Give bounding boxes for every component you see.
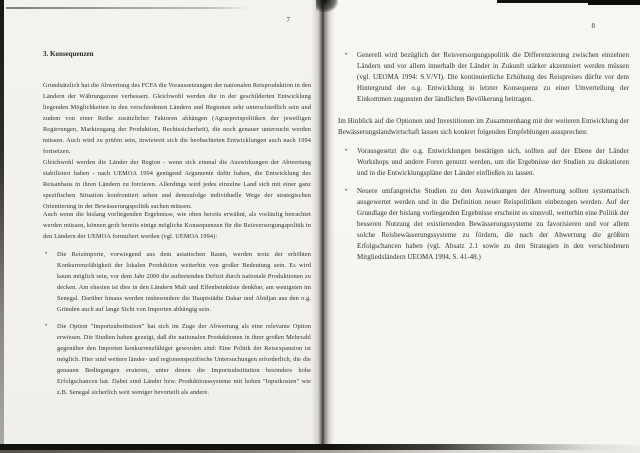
paragraph-region-arguments: Gleichwohl werden die Länder der Region - wenn sich einmal die Auswirkungen der Abwertung stabilisiert haben - nach UEMOA 1994 genügend Argumente dafür haben, die Entwicklung des Reisanbaus in ihren Ländern zu forcieren. Allerdings wird jedes einzelne Land sich mit einer ganz spezifischen Situation konfrontiert sehen und demzufolge individuelle Wege der strategischen Orientierung in der Bewässerungspolitik suchen müssen. <box>43 159 311 210</box>
bullet-item-differentiation <box>345 50 629 105</box>
scan-edge-top-left-line <box>6 7 248 9</box>
scan-edge-left <box>0 0 4 453</box>
section-heading: 3. Konsequenzen <box>43 50 94 58</box>
bullet-marker-icon: • <box>345 148 348 154</box>
bullet-item-rice-imports <box>45 249 311 315</box>
scan-edge-top-right-corner <box>588 0 640 5</box>
book-spine-top-shadow <box>316 0 338 12</box>
bullet-text: Neuere umfangreiche Studien zu den Auswirkungen der Abwertung sollten systematisch ausgewertet werden und in die Definition neuer Reispolitiken einbezogen werden. Auf der Grundlage der bislang vorliegenden Ergebnisse erscheint es sinnvoll, weiterhin eine Politik der besseren Nutzung der existierenden Bewässerungssysteme zu favorisieren und vor allem solche Reisbewässerungssysteme zu fördern, die nach der Abwertung die größten Erfolgschancen haben (vgl. Absatz 2.1 sowie zu den Strategien in den verschiedenen Mitgliedsländern UEOMA 1994, S. 41-48.) <box>357 187 629 261</box>
bullet-item-new-studies <box>345 186 629 263</box>
book-spine-shadow <box>311 0 335 453</box>
left-page-number: 7 <box>286 16 290 24</box>
bullet-text: Die Option "Importsubstitution" hat sich im Zuge der Abwertung als eine relevante Option erwiesen. Die Studien haben gezeigt, daß die nationalen Produktionen in ihrer großen Mehrzahl gegenüber den Importen konkurrenzfähiger geworden sind: Eine Politik der Reisexpansion ist möglich. Hier sind weitere länder- und regionenspezifische Untersuchungen erforderlich, die die genauen Bedingungen eruieren, unter denen die Importsubstitution besonders hohe Erfolgschancen hat. Dabei sind Länder bzw. Produktionssysteme mit hohen "Inputkosten" wie z.B. Senegal sicherlich weit weniger bevorteilt als andere. <box>57 323 311 396</box>
bullet-text: Die Reisimporte, vorwiegend aus dem asiatischen Raum, werden trotz der erhöhten Konkurrenzfähigkeit der lokalen Produktion weiterhin von großer Bedeutung sein. Es wird kaum möglich sein, vor dem Jahr 2000 die auftretenden Defizit durch nationale Produktionen zu decken. Am ehesten ist dies in den Ländern Mali und Elfenbeinküste denkbar, am wenigsten im Senegal. Darüber hinaus werden insbesondere die Hauptstädte Dakar und Abidjan aus den o.g. Gründen auch auf lange Sicht von Importen abhängig sein. <box>57 251 311 313</box>
bullet-item-workshops <box>345 146 629 179</box>
paragraph-devaluation-premise: Grundsätzlich hat die Abwertung des FCFA die Voraussetzungen der nationalen Reisproduktion in den Ländern der Währungszone verbessert. Gleichwohl werden die in der geschilderten Entwicklung liegenden Möglichkeiten in den verschiedenen Ländern und Regionen sehr unterschiedlich sein und zudem von einer Reihe zusätzlicher Faktoren abhängen (Agrarpreispolitiken der jeweiligen Regierungen, Marktzugang der Produktion, Rechtssicherheit), die noch genauer untersucht werden müssen. Auch wird zu prüfen sein, inwieweit sich die beobachteten Entwicklungen auch nach 1994 fortsetzen. <box>43 82 311 155</box>
bullet-marker-icon: • <box>45 323 48 329</box>
bullet-item-import-substitution <box>45 321 311 398</box>
paragraph-recommendations-intro: Im Hinblick auf die Optionen und Investitionen im Zusammenhang mit der weiteren Entwicklung der Bewässerungslandwirtschaft lassen sich konkret folgenden Empfehlungen aussprechen: <box>338 117 629 136</box>
bullet-marker-icon: • <box>345 188 348 194</box>
bullet-text: Generell wird bezüglich der Reisversorgungspolitik die Differenzierung zwischen einzelnen Ländern und vor allem innerhalb der Länder in Zukunft stärker akzentuiert werden müssen (vgl. UEOMA 1994: S.V/VI). Die kontinuierliche Erhöhung des Reispreises dürfte vor dem Hintergrund der o.g. Entwicklung in letzter Konsequenz zu einer Umverteilung der Einkommen zugunsten der ländlichen Bevölkerung beitragen. <box>357 51 629 103</box>
right-page-number: 8 <box>591 22 595 30</box>
bullet-marker-icon: • <box>45 251 48 257</box>
bullet-text: Vorausgesetzt die o.g. Entwicklungen bestätigen sich, sollten auf der Ebene der Länder Workshops und andere Foren genutzt werden, um die Ergebnisse der Studien zu diskutieren und in die Entwicklungspläne der Länder einfließen zu lassen. <box>357 147 629 177</box>
bullet-marker-icon: • <box>345 52 348 58</box>
paragraph-preliminary-results: Auch wenn die bislang vorliegenden Ergebnisse, wie oben bereits erwähnt, als vorläufig betrachtet werden müssen, können grob bereits einige mögliche Konsequenzen für die Reisversorgungspolitik in den Ländern der UEMOA formuliert werden (vgl. UEMOA 1994): <box>43 211 311 240</box>
